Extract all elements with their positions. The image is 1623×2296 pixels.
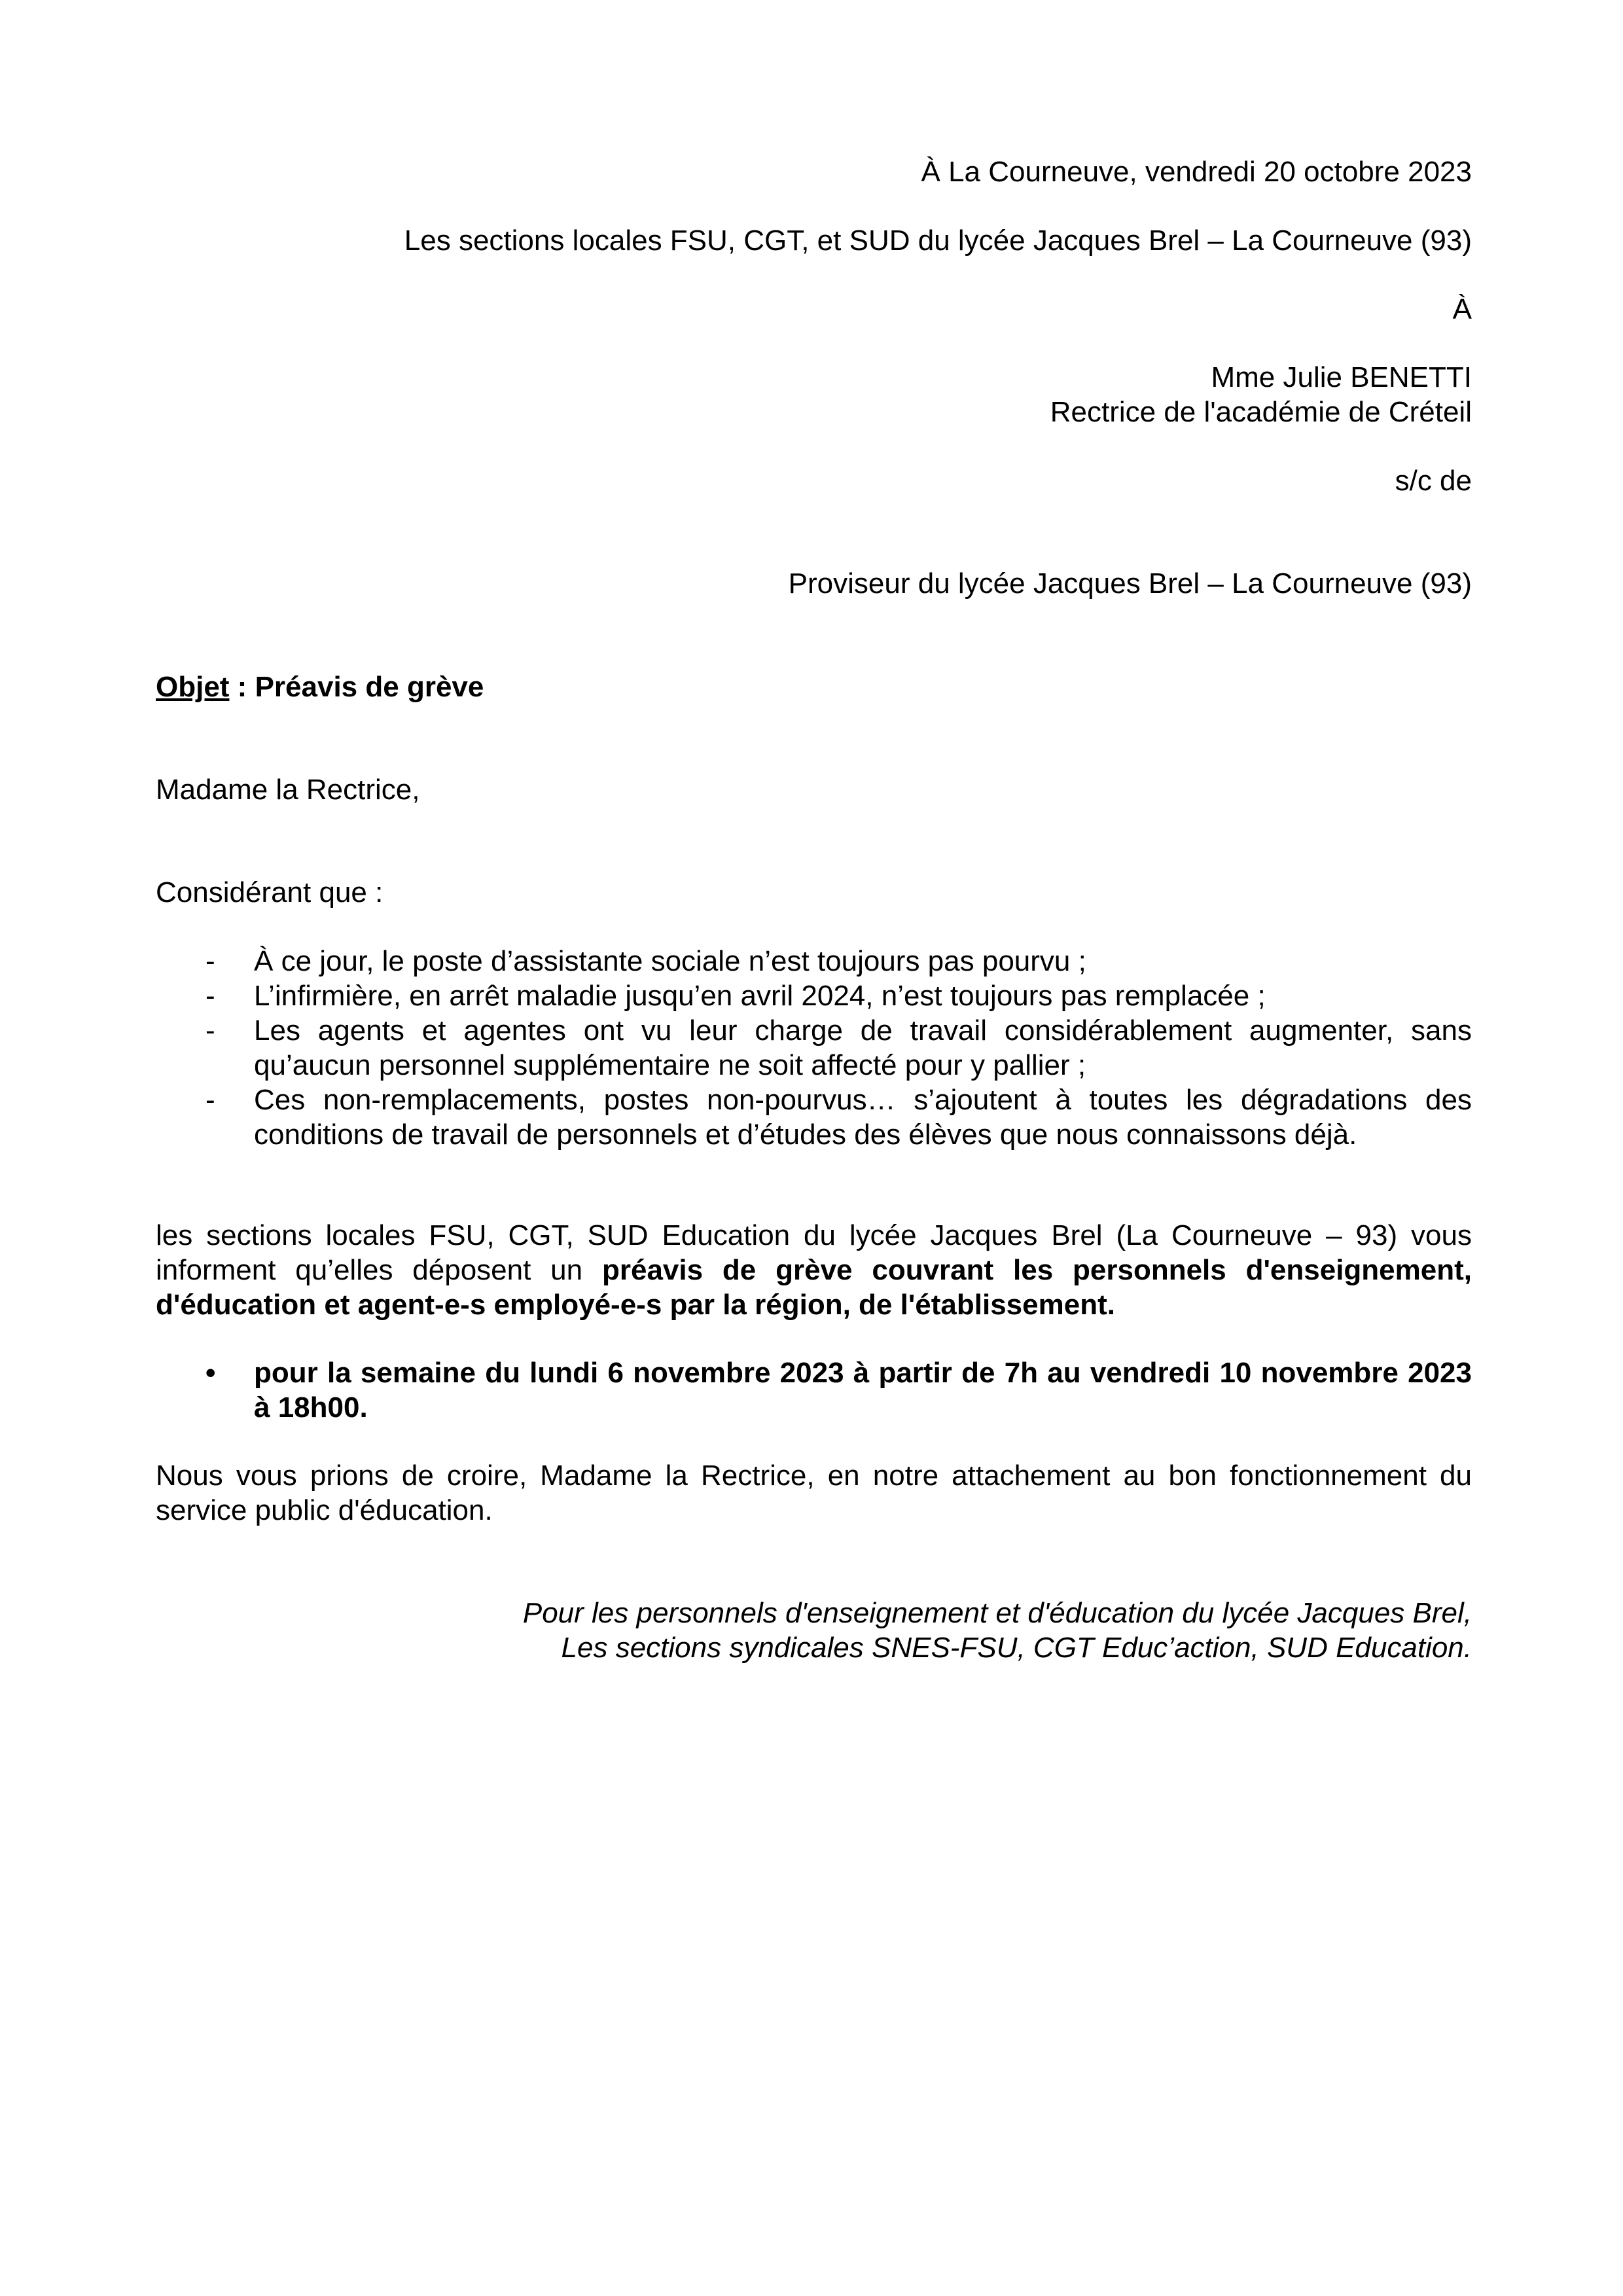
list-item-text: L’infirmière, en arrêt maladie jusqu’en avril 2024, n’est toujours pas remplacée ; bbox=[254, 980, 1266, 1012]
subject-line bbox=[156, 670, 484, 704]
period-text: pour la semaine du lundi 6 novembre 2023 à partir de 7h au vendredi 10 novembre 2023 à 18h00. bbox=[254, 1357, 1472, 1424]
recipient-name: Mme Julie BENETTI bbox=[1211, 361, 1472, 393]
period-item bbox=[156, 1355, 1472, 1425]
list-item-text: Ces non-remplacements, postes non-pourvus… s’ajoutent à toutes les dégradations des conditions de travail de personnels et d’études des élèves que nous connaissons déjà. bbox=[254, 1084, 1472, 1151]
to-label: À bbox=[1452, 293, 1472, 325]
bullet-dot: • bbox=[205, 1357, 216, 1389]
list-item bbox=[156, 944, 1472, 978]
sender-line: Les sections locales FSU, CGT, et SUD du lycée Jacques Brel – La Courneuve (93) bbox=[404, 224, 1472, 257]
dash-bullet: - bbox=[205, 945, 215, 977]
subject-separator: : bbox=[229, 671, 255, 703]
notice-paragraph bbox=[156, 1218, 1472, 1322]
via-line: Proviseur du lycée Jacques Brel – La Courneuve (93) bbox=[788, 567, 1472, 600]
considering-intro: Considérant que : bbox=[156, 876, 383, 908]
list-item bbox=[156, 1013, 1472, 1083]
salutation: Madame la Rectrice, bbox=[156, 774, 420, 806]
considering-list bbox=[156, 944, 1472, 1152]
closing-paragraph: Nous vous prions de croire, Madame la Rectrice, en notre attachement au bon fonctionnement du service public d'éducation. bbox=[156, 1460, 1472, 1526]
subject-label: Objet bbox=[156, 671, 230, 703]
signature-line-1: Pour les personnels d'enseignement et d'éducation du lycée Jacques Brel, bbox=[522, 1597, 1472, 1629]
recipient-title: Rectrice de l'académie de Créteil bbox=[1050, 396, 1472, 428]
place-date: À La Courneuve, vendredi 20 octobre 2023 bbox=[921, 156, 1472, 188]
notice-lead: les sections locales FSU, CGT, SUD Education du lycée Jacques Brel (La Courneuve – 93) vous informent qu’elles déposent un bbox=[156, 1219, 1472, 1286]
dash-bullet: - bbox=[205, 1014, 215, 1047]
list-item-text: À ce jour, le poste d’assistante sociale n’est toujours pas pourvu ; bbox=[254, 945, 1086, 977]
signature-line-2: Les sections syndicales SNES-FSU, CGT Educ’action, SUD Education. bbox=[561, 1632, 1472, 1664]
sc-de-line: s/c de bbox=[1395, 465, 1472, 497]
subject-text: Préavis de grève bbox=[255, 671, 484, 703]
list-item-text: Les agents et agentes ont vu leur charge de travail considérablement augmenter, sans qu’aucun personnel supplémentaire ne soit affecté pour y pallier ; bbox=[254, 1014, 1472, 1081]
dash-bullet: - bbox=[205, 1084, 215, 1116]
notice-bold: préavis de grève couvrant les personnels d'enseignement, d'éducation et agent-e-s employé-e-s par la région, de l'établissement. bbox=[156, 1254, 1472, 1321]
list-item bbox=[156, 978, 1472, 1013]
list-item bbox=[156, 1083, 1472, 1152]
dash-bullet: - bbox=[205, 980, 215, 1012]
